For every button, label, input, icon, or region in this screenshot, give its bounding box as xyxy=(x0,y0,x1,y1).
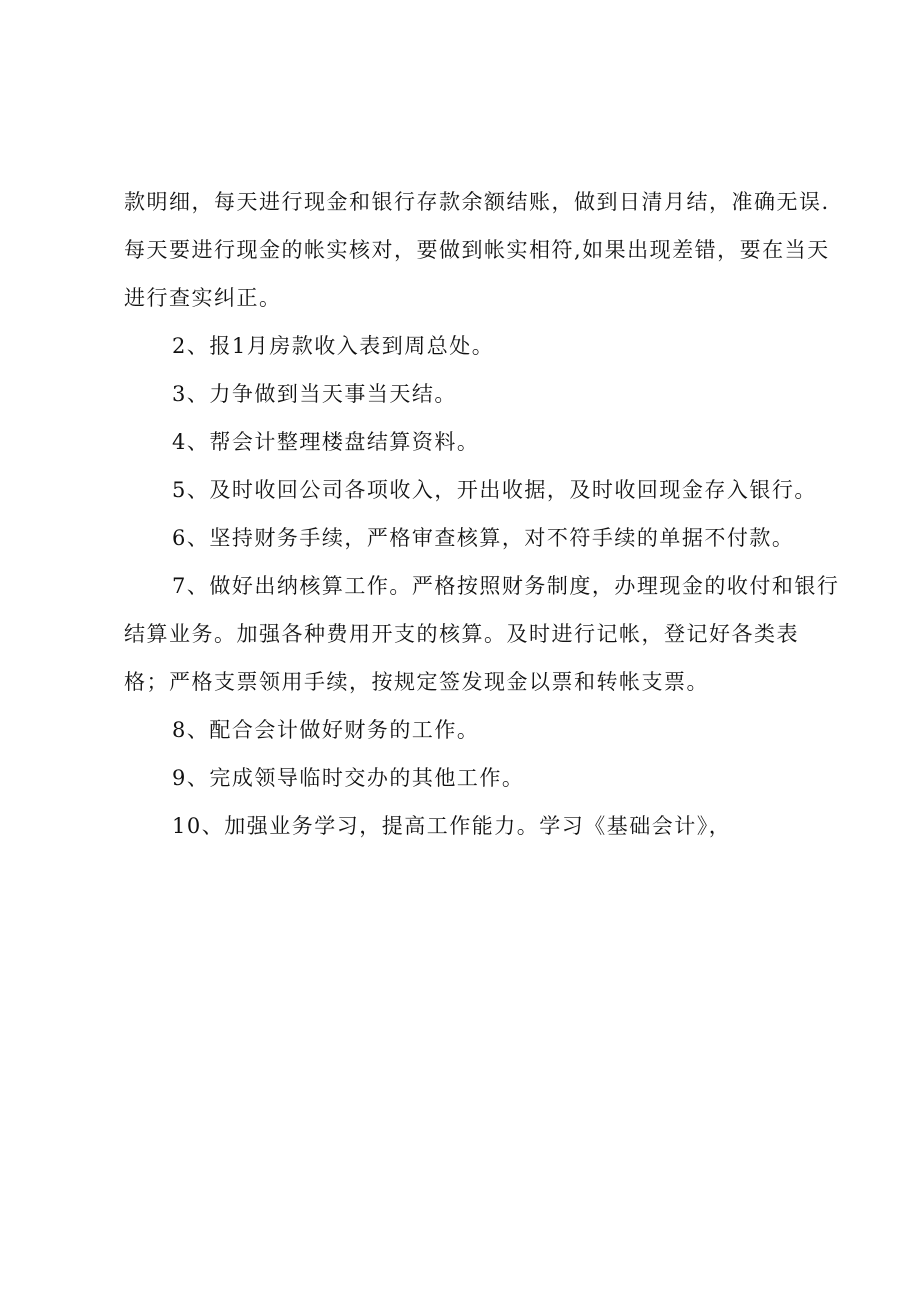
paragraph-continuation: 款明细，每天进行现金和银行存款余额结账，做到日清月结，准确无误.每天要进行现金的帐实核对，要做到帐实相符,如果出现差错，要在当天进行查实纠正。 xyxy=(124,190,830,310)
list-item-9: 9、完成领导临时交办的其他工作。 xyxy=(172,766,525,790)
list-item-6: 6、坚持财务手续，严格审查核算，对不符手续的单据不付款。 xyxy=(172,526,795,550)
list-item-10: 10、加强业务学习，提高工作能力。学习《基础会计》， xyxy=(172,814,732,838)
list-item-3: 3、力争做到当天事当天结。 xyxy=(172,382,457,406)
list-item-7: 7、做好出纳核算工作。严格按照财务制度，办理现金的收付和银行结算业务。加强各种费用开支的核算。及时进行记帐，登记好各类表格；严格支票领用手续，按规定签发现金以票和转帐支票。 xyxy=(124,574,840,694)
document-body xyxy=(124,178,840,850)
list-item-8: 8、配合会计做好财务的工作。 xyxy=(172,718,480,742)
list-item-2: 2、报1月房款收入表到周总处。 xyxy=(172,334,495,358)
list-item-4: 4、帮会计整理楼盘结算资料。 xyxy=(172,430,480,454)
list-item-5: 5、及时收回公司各项收入，开出收据，及时收回现金存入银行。 xyxy=(172,478,817,502)
